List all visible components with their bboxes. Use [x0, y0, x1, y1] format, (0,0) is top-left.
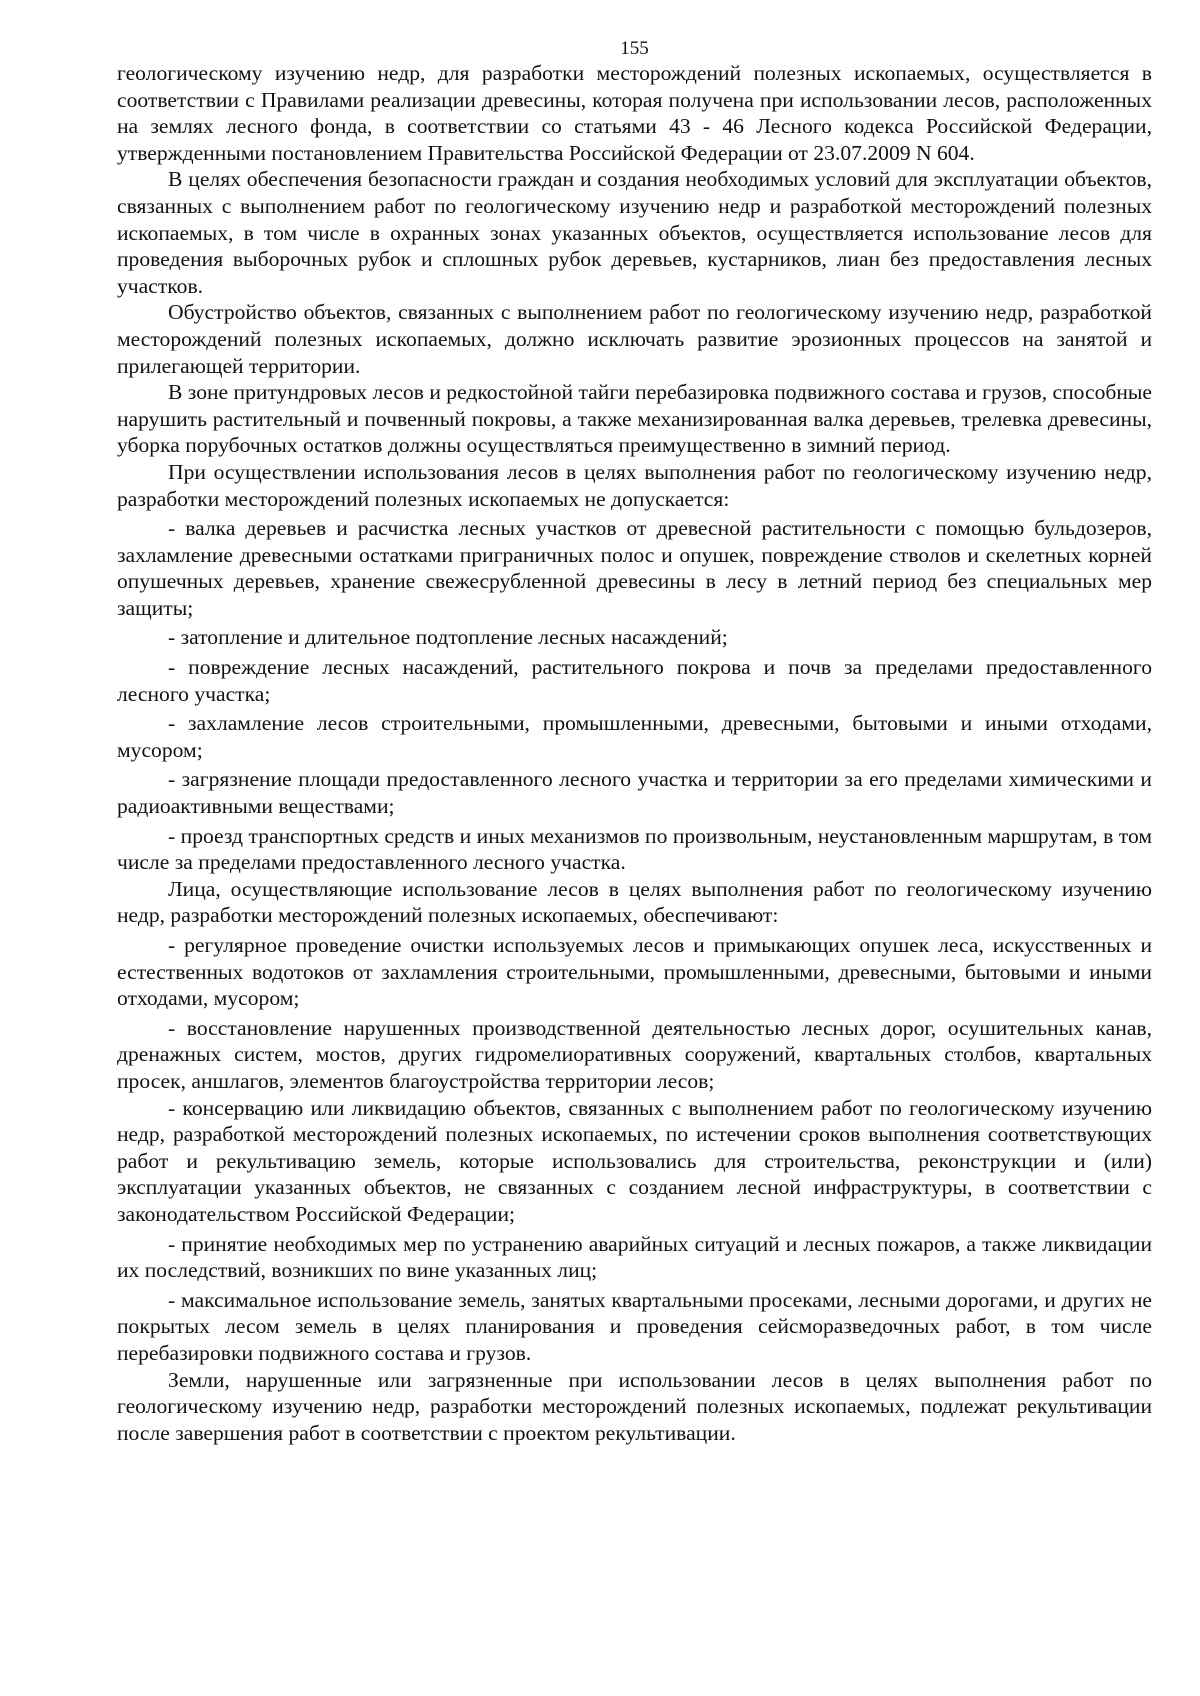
list-item: - консервацию или ликвидацию объектов, связанных с выполнением работ по геологическому изучению недр, разработкой месторождений полезных ископаемых, по истечении сроков выполнения соответствующих работ и рекультивацию земель, которые использовались для строительства, реконструкции и (или) эксплуатации указанных объектов, не связанных с созданием лесной инфраструктуры, в соответствии с законодательством Российской Федерации;	[117, 1095, 1152, 1226]
paragraph-obligations-intro: Лица, осуществляющие использование лесов в целях выполнения работ по геологическому изучению недр, разработки месторождений полезных ископаемых, обеспечивают:	[117, 876, 1152, 928]
list-item: - захламление лесов строительными, промышленными, древесными, бытовыми и иными отходами, мусором;	[117, 711, 1152, 762]
paragraph-continuation: геологическому изучению недр, для разработки месторождений полезных ископаемых, осуществляется в соответствии с Правилами реализации древесины, которая получена при использовании лесов, расположенных на землях лесного фонда, в соответствии со статьями 43 - 46 Лесного кодекса Российской Федерации, утвержденными постановлением Правительства Российской Федерации от 23.07.2009 N 604.	[117, 61, 1152, 165]
paragraph-tundra-winter: В зоне притундровых лесов и редкостойной тайги перебазировка подвижного состава и грузов, способные нарушить растительный и почвенный покровы, а также механизированная валка деревьев, трелевка древесины, уборка порубочных остатков должны осуществляться преимущественно в зимний период.	[117, 380, 1152, 458]
list-item: - регулярное проведение очистки используемых лесов и примыкающих опушек леса, искусственных и естественных водотоков от захламления строительными, промышленными, древесными, бытовыми и иными отходами, мусором;	[117, 933, 1152, 1011]
paragraph-reclamation: Земли, нарушенные или загрязненные при использовании лесов в целях выполнения работ по геологическому изучению недр, разработки месторождений полезных ископаемых, подлежат рекультивации после завершения работ в соответствии с проектом рекультивации.	[117, 1367, 1152, 1445]
list-item: - принятие необходимых мер по устранению аварийных ситуаций и лесных пожаров, а также ликвидации их последствий, возникших по вине указанных лиц;	[117, 1231, 1152, 1283]
paragraph-prohibited-intro: При осуществлении использования лесов в целях выполнения работ по геологическому изучению недр, разработки месторождений полезных ископаемых не допускается:	[117, 459, 1152, 511]
list-item: - валка деревьев и расчистка лесных участков от древесной растительности с помощью бульдозеров, захламление древесными остатками приграничных полос и опушек, повреждение стволов и скелетных корней опушечных деревьев, хранение свежесрубленной древесины в лесу в летний период без специальных мер защиты;	[117, 516, 1152, 620]
prohibited-list	[117, 515, 1152, 876]
page-number: 155	[620, 38, 649, 59]
list-item: - повреждение лесных насаждений, растительного покрова и почв за пределами предоставленного лесного участка;	[117, 655, 1152, 706]
paragraph-erosion: Обустройство объектов, связанных с выполнением работ по геологическому изучению недр, разработкой месторождений полезных ископаемых, должно исключать развитие эрозионных процессов на занятой и прилегающей территории.	[117, 300, 1152, 378]
obligations-list	[117, 932, 1152, 1367]
list-item: - проезд транспортных средств и иных механизмов по произвольным, неустановленным маршрутам, в том числе за пределами предоставленного лесного участка.	[117, 823, 1152, 875]
list-item: - максимальное использование земель, занятых квартальными просеками, лесными дорогами, и других не покрытых лесом земель в целях планирования и проведения сейсморазведочных работ, в том числе перебазировки подвижного состава и грузов.	[117, 1287, 1152, 1365]
list-item: - загрязнение площади предоставленного лесного участка и территории за его пределами химическими и радиоактивными веществами;	[117, 767, 1152, 819]
document-page	[117, 36, 1152, 1446]
paragraph-safety-logging: В целях обеспечения безопасности граждан и создания необходимых условий для эксплуатации объектов, связанных с выполнением работ по геологическому изучению недр и разработкой месторождений полезных ископаемых, в том числе в охранных зонах указанных объектов, осуществляется использование лесов для проведения выборочных рубок и сплошных рубок деревьев, кустарников, лиан без предоставления лесных участков.	[117, 167, 1152, 298]
list-item: - восстановление нарушенных производственной деятельностью лесных дорог, осушительных канав, дренажных систем, мостов, других гидромелиоративных сооружений, квартальных столбов, квартальных просек, аншлагов, элементов благоустройства территории лесов;	[117, 1015, 1152, 1093]
list-item: - затопление и длительное подтопление лесных насаждений;	[168, 625, 728, 650]
